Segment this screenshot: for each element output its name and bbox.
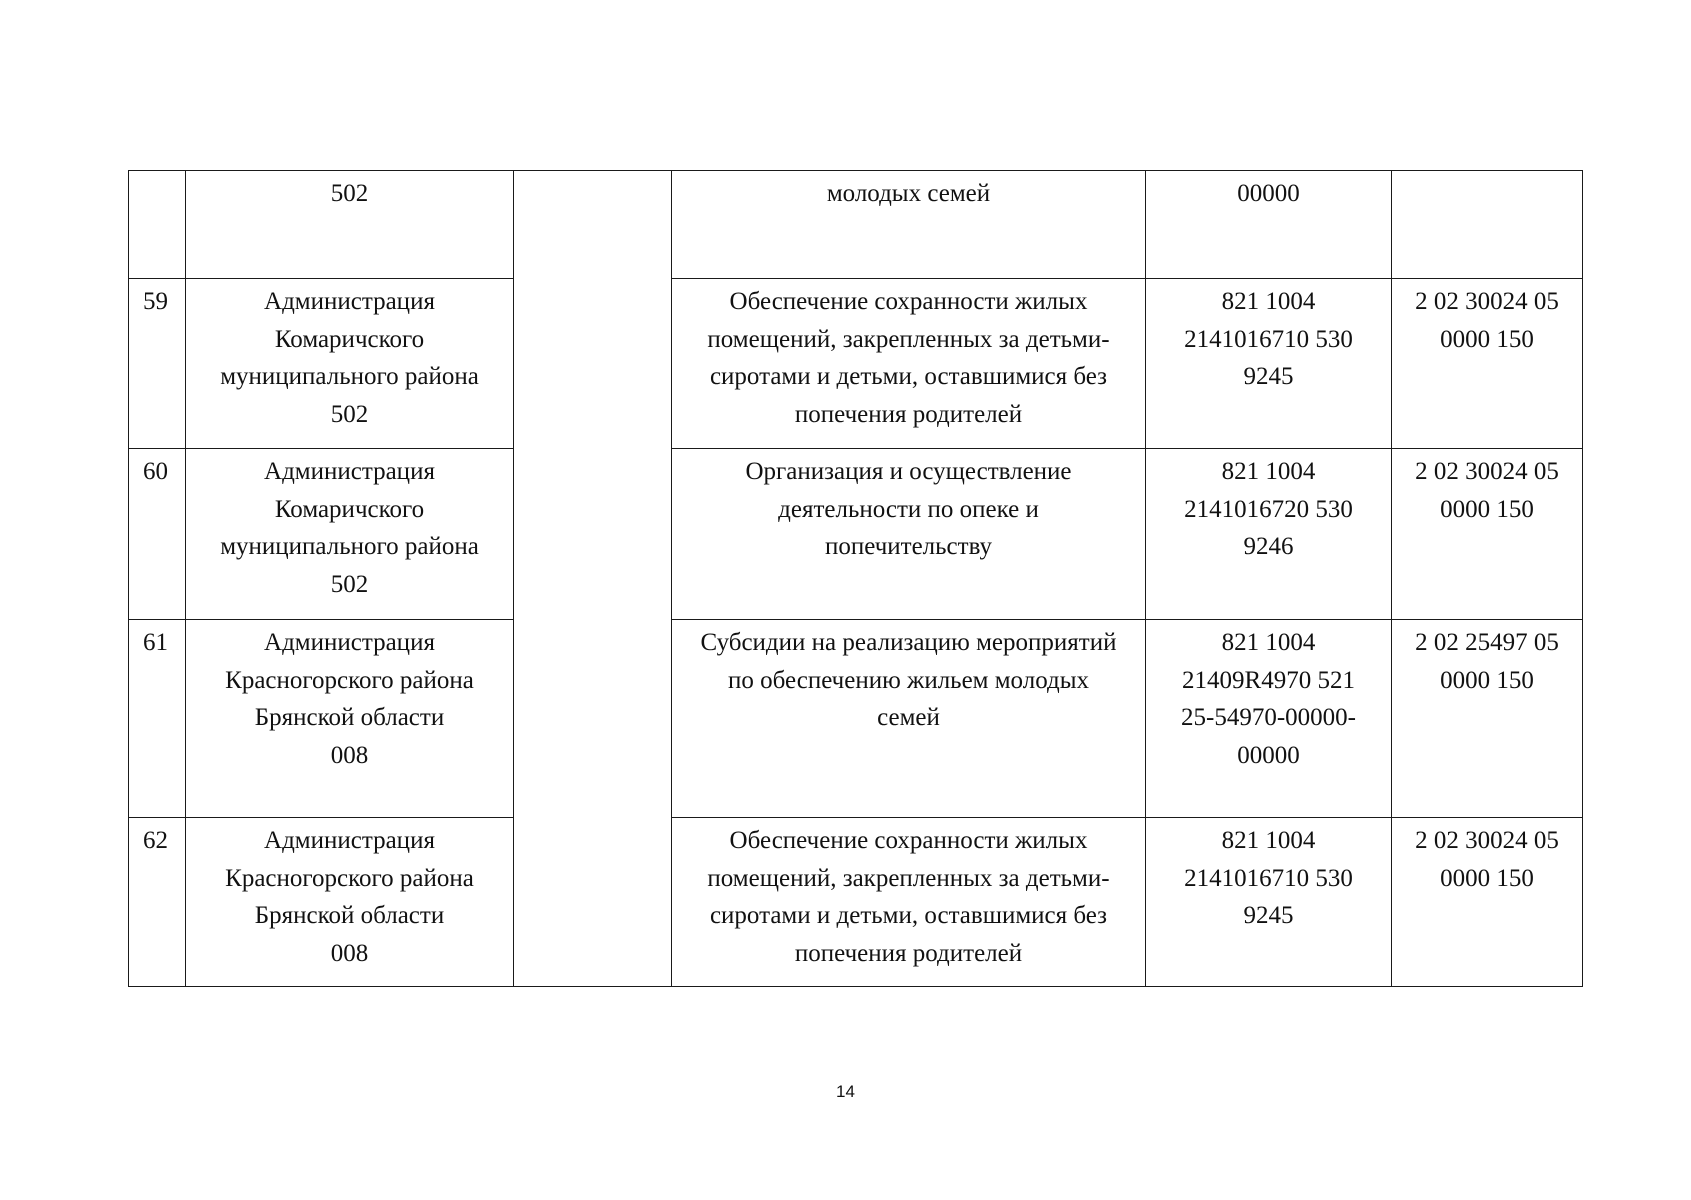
recipient-cell (186, 818, 514, 987)
purpose-line: помещений, закрепленных за детьми- (707, 864, 1110, 892)
recipient-line: 008 (330, 939, 369, 967)
budget-code-line: 21409R4970 521 (1182, 666, 1355, 694)
empty-column-cell (514, 818, 672, 987)
recipient-cell (186, 279, 514, 449)
revenue-code-cell (1392, 818, 1583, 987)
recipient-cell (186, 620, 514, 818)
budget-code-cell (1146, 171, 1392, 279)
recipient-cell (186, 449, 514, 620)
recipient-line: Администрация (264, 288, 435, 315)
budget-code-line: 821 1004 (1221, 288, 1316, 315)
recipient-cell (186, 171, 514, 279)
recipient-line: 008 (330, 741, 369, 769)
budget-code-line: 821 1004 (1221, 629, 1316, 656)
purpose-line: попечения родителей (794, 939, 1023, 967)
revenue-code-cell (1392, 171, 1583, 279)
row-number-cell: 62 (129, 818, 186, 987)
purpose-cell (672, 279, 1146, 449)
purpose-line: молодых семей (826, 180, 991, 207)
budget-code-line: 2141016710 530 (1184, 864, 1353, 892)
purpose-line: попечения родителей (794, 400, 1023, 428)
purpose-line: по обеспечению жильем молодых (728, 666, 1089, 694)
purpose-line: деятельности по опеке и (778, 495, 1039, 523)
purpose-line: Обеспечение сохранности жилых (729, 827, 1088, 854)
revenue-code-cell (1392, 449, 1583, 620)
budget-code-line: 00000 (1237, 741, 1300, 769)
recipient-line: 502 (330, 180, 369, 207)
budget-code-cell (1146, 449, 1392, 620)
budget-code-cell (1146, 279, 1392, 449)
purpose-line: сиротами и детьми, оставшимися без (709, 902, 1108, 929)
budget-code-line: 2141016720 530 (1184, 495, 1353, 523)
revenue-code-line: 0000 150 (1440, 495, 1534, 523)
budget-code-cell (1146, 818, 1392, 987)
purpose-line: Обеспечение сохранности жилых (729, 288, 1088, 315)
recipient-line: Комаричского (274, 325, 425, 353)
purpose-line: семей (877, 704, 940, 731)
revenue-code-line: 0000 150 (1440, 325, 1534, 353)
row-number-cell: 60 (129, 449, 186, 620)
revenue-code-line: 2 02 30024 05 (1415, 288, 1559, 315)
purpose-line: попечительству (824, 533, 993, 560)
revenue-code-line: 0000 150 (1440, 864, 1534, 892)
recipient-line: Администрация (264, 458, 435, 485)
empty-column-cell (514, 279, 672, 449)
revenue-code-line: 2 02 30024 05 (1415, 827, 1559, 854)
budget-code-line: 821 1004 (1221, 458, 1316, 485)
purpose-line: Субсидии на реализацию мероприятий (700, 629, 1117, 656)
revenue-code-line: 2 02 30024 05 (1415, 458, 1559, 485)
empty-column-cell (514, 620, 672, 818)
recipient-line: 502 (330, 570, 369, 598)
recipient-line: Красногорского района (225, 666, 474, 694)
table-row (129, 620, 1583, 818)
recipient-line: Администрация (264, 827, 435, 854)
recipient-line: Красногорского района (225, 864, 474, 892)
budget-code-line: 9246 (1243, 533, 1294, 560)
recipient-line: Брянской области (254, 704, 445, 731)
row-number-cell (129, 171, 186, 279)
budget-code-line: 9245 (1243, 363, 1294, 390)
revenue-code-cell (1392, 279, 1583, 449)
purpose-cell (672, 449, 1146, 620)
table-row-continuation (129, 171, 1583, 279)
recipient-line: Администрация (264, 629, 435, 656)
recipient-line: Комаричского (274, 495, 425, 523)
page-number: 14 (836, 1082, 855, 1101)
budget-code-line: 00000 (1237, 180, 1300, 207)
row-number-cell: 59 (129, 279, 186, 449)
recipient-line: 502 (330, 400, 369, 428)
recipient-line: муниципального района (220, 533, 479, 560)
row-number-cell: 61 (129, 620, 186, 818)
budget-code-line: 2141016710 530 (1184, 325, 1353, 353)
revenue-code-line: 0000 150 (1440, 666, 1534, 694)
purpose-cell (672, 818, 1146, 987)
document-table-wrapper (128, 170, 1582, 987)
budget-code-line: 25-54970-00000- (1181, 704, 1356, 731)
revenue-code-cell (1392, 620, 1583, 818)
purpose-line: Организация и осуществление (745, 458, 1072, 485)
purpose-cell (672, 171, 1146, 279)
table-row (129, 279, 1583, 449)
purpose-cell (672, 620, 1146, 818)
purpose-line: помещений, закрепленных за детьми- (707, 325, 1110, 353)
purpose-line: сиротами и детьми, оставшимися без (709, 363, 1108, 390)
empty-column-cell (514, 449, 672, 620)
recipient-line: Брянской области (254, 902, 445, 929)
empty-column-cell (514, 171, 672, 279)
recipient-line: муниципального района (220, 363, 479, 390)
budget-code-line: 821 1004 (1221, 827, 1316, 854)
table-row (129, 449, 1583, 620)
budget-code-cell (1146, 620, 1392, 818)
document-table (128, 170, 1583, 987)
table-row (129, 818, 1583, 987)
revenue-code-line: 2 02 25497 05 (1415, 629, 1559, 656)
budget-code-line: 9245 (1243, 902, 1294, 929)
